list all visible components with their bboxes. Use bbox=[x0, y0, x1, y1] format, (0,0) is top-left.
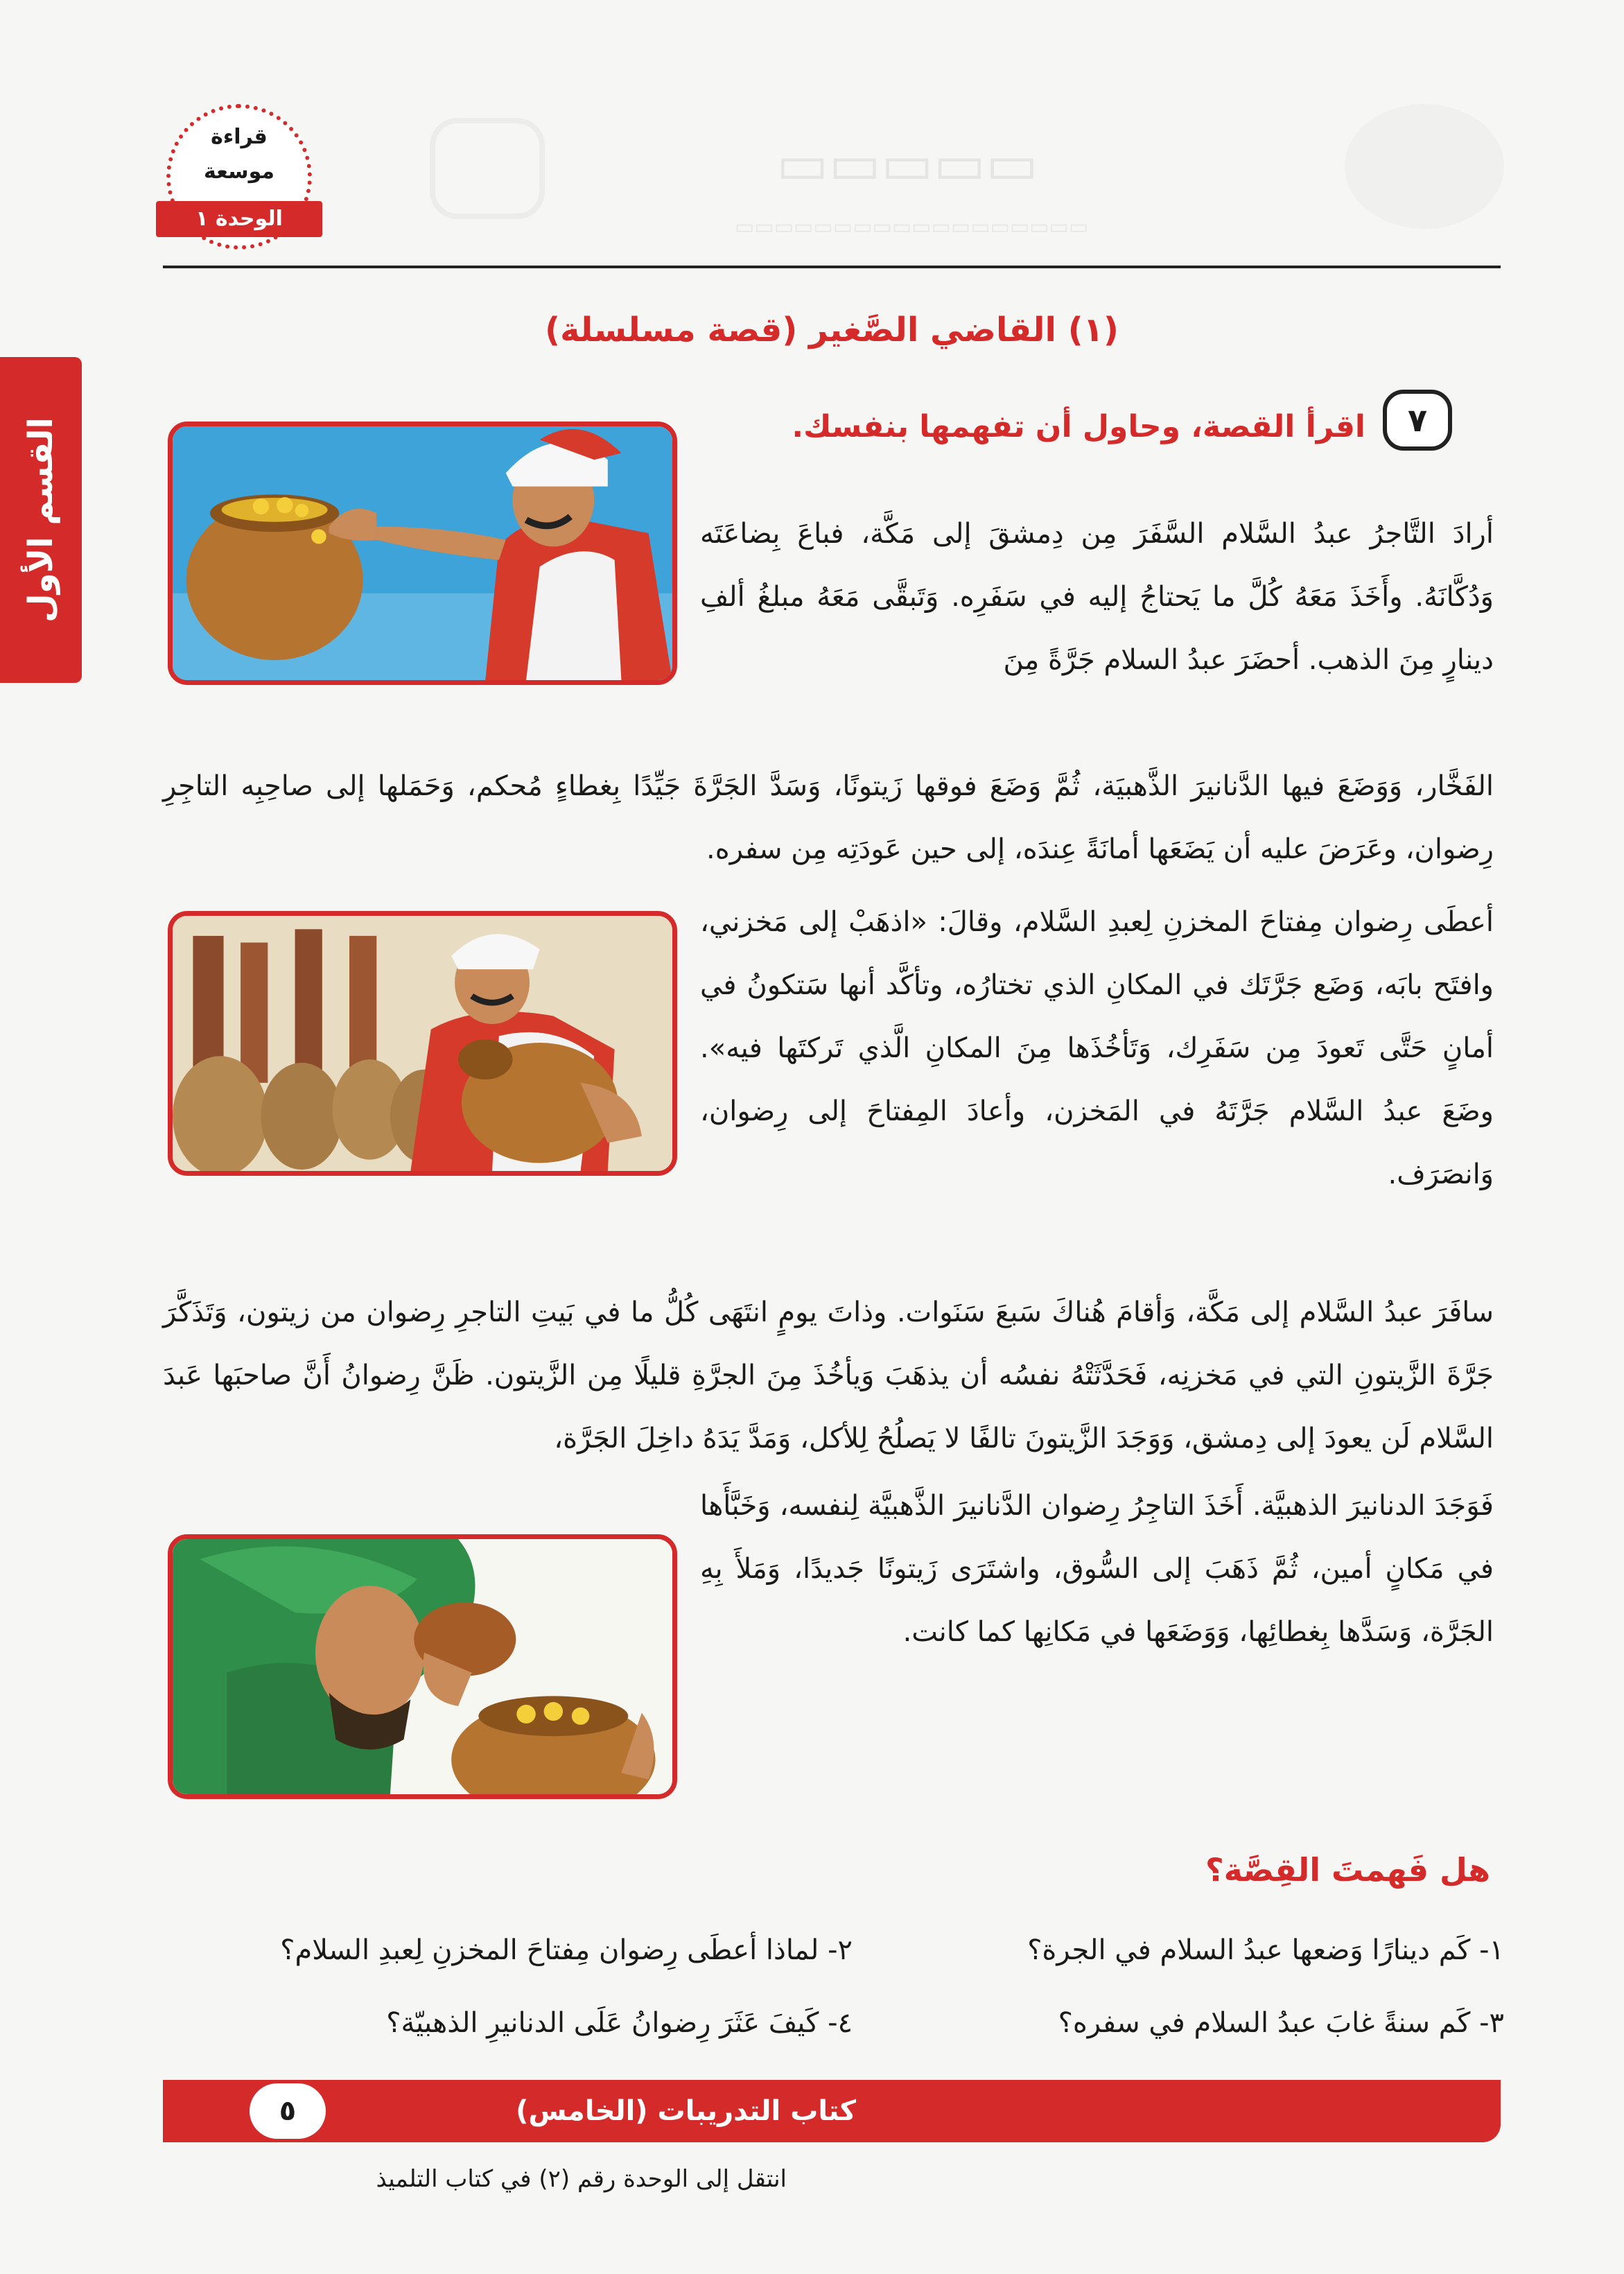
side-tab-label: القسم الأول bbox=[21, 417, 60, 623]
question-1: ١- كَم دينارًا وَضعها عبدُ السلام في الجرة؟ bbox=[1027, 1934, 1504, 1966]
ghost-shape bbox=[430, 118, 545, 219]
ghost-subtitle: ▭▭▭▭▭▭▭▭▭▭▭▭▭▭▭▭▭▭ bbox=[735, 215, 1089, 239]
page-number: ٥ bbox=[250, 2083, 326, 2139]
exercise-instruction: اقرأ القصة، وحاول أن تفهمها بنفسك. bbox=[792, 409, 1365, 444]
ghost-shape bbox=[1345, 104, 1504, 229]
illustration-storeroom bbox=[168, 911, 677, 1176]
badge-subtitle: موسعة bbox=[203, 159, 274, 184]
unit-label: الوحدة ١ bbox=[156, 201, 322, 237]
ghost-title: ▭▭▭▭▭ bbox=[776, 132, 1038, 196]
question-2: ٢- لماذا أعطَى رِضوان مِفتاحَ المخزنِ لِعبدِ السلام؟ bbox=[280, 1934, 853, 1966]
story-paragraph-5: فَوَجَدَ الدنانيرَ الذهبيَّة. أَخَذَ التاجِرُ رِضوان الدَّنانيرَ الذَّهبيَّة لِنفسه، وَخَبَّأَها في مَكانٍ أمين، ثُمَّ ذَهَبَ إلى السُّوق، واشتَرَى زَيتونًا جَديدًا، وَمَلأَ بِهِ الجَرَّة، وَسَدَّها بِغطائِها، وَوَضَعَها في مَكانِها كما كانت. bbox=[700, 1490, 1494, 1648]
section-title: (١) القاضي الصَّغير (قصة مسلسلة) bbox=[545, 311, 1119, 349]
story-paragraph-3: أعطَى رِضوان مِفتاحَ المخزنِ لِعبدِ السَّلام، وقالَ: «اذهَبْ إلى مَخزني، وافتَح بابَه، وَضَع جَرَّتَك في المكانِ الذي تختارُه، وتأكَّد أنها سَتكونُ في أمانٍ حَتَّى تَعودَ مِن سَفَرِك، وَتَأخُذَها مِنَ المكانِ الَّذي تَركتَها فيه». وضَعَ عبدُ السَّلام جَرَّتَهُ في المَخزن، وأعادَ المِفتاحَ إلى رِضوان، وَانصَرَف. bbox=[700, 906, 1494, 1190]
footer-note: انتقل إلى الوحدة رقم (٢) في كتاب التلميذ bbox=[376, 2165, 787, 2193]
unit-badge bbox=[156, 104, 329, 243]
badge-title: قراءة bbox=[211, 125, 268, 149]
story-paragraph-4: سافَرَ عبدُ السَّلام إلى مَكَّة، وَأقامَ هُناكَ سَبعَ سَنَوات. وذاتَ يومٍ انتَهَى كُلُّ ما في بَيتِ التاجرِ رِضوان من زيتون، وَتَذَكَّرَ جَرَّةَ الزَّيتونِ التي في مَخزنِه، فَحَدَّثَتْهُ نفسُه أن يذهَبَ وَيأخُذَ مِنَ الجرَّةِ قليلًا مِن الزَّيتون. ظَنَّ رِضوانُ أَنَّ صاحبَها عَبدَ السَّلام لَن يعودَ إلى دِمشق، وَوَجَدَ الزَّيتونَ تالفًا لا يَصلُحُ لِلأكل، وَمَدَّ يَدَهُ داخِلَ الجَرَّة، bbox=[163, 1296, 1494, 1455]
story-paragraph-1: أرادَ التَّاجرُ عبدُ السَّلام السَّفَرَ مِن دِمشقَ إلى مَكَّة، فباعَ بِضاعَتَه وَدُكَّانَهُ. وأَخَذَ مَعَهُ كُلَّ ما يَحتاجُ إليه في سَفَرِه. وَتَبقَّى مَعَهُ مبلغُ ألفِ دينارٍ مِنَ الذهب. أحضَرَ عبدُ السلام جَرَّةً مِنَ bbox=[700, 518, 1494, 676]
story-paragraph-2: الفَخَّار، وَوَضَعَ فيها الدَّنانيرَ الذَّهبيَة، ثُمَّ وَضَعَ فوقها زَيتونًا، وَسَدَّ الجَرَّةَ جَيِّدًا بِغطاءٍ مُحكم، وَحَمَلها إلى صاحِبِه التاجِرِ رِضوان، وعَرَضَ عليه أن يَضَعَها أمانَةً عِندَه، إلى حين عَودَتِه مِن سفره. bbox=[163, 770, 1494, 865]
book-title: كتاب التدريبات (الخامس) bbox=[516, 2095, 856, 2127]
exercise-number: ٧ bbox=[1383, 390, 1452, 451]
section-side-tab bbox=[0, 357, 82, 683]
questions-heading: هل فَهمتَ القِصَّة؟ bbox=[1205, 1851, 1490, 1889]
illustration-merchant-coins bbox=[168, 422, 677, 685]
bleed-through-header bbox=[388, 104, 1497, 243]
header-divider bbox=[163, 266, 1501, 268]
footer-bar bbox=[163, 2080, 1501, 2142]
question-3: ٣- كَم سنةً غابَ عبدُ السلام في سفره؟ bbox=[1058, 2007, 1504, 2039]
question-4: ٤- كَيفَ عَثَرَ رِضوانُ عَلَى الدنانيرِ الذهبيّة؟ bbox=[386, 2007, 853, 2039]
illustration-turban-man bbox=[168, 1534, 677, 1799]
